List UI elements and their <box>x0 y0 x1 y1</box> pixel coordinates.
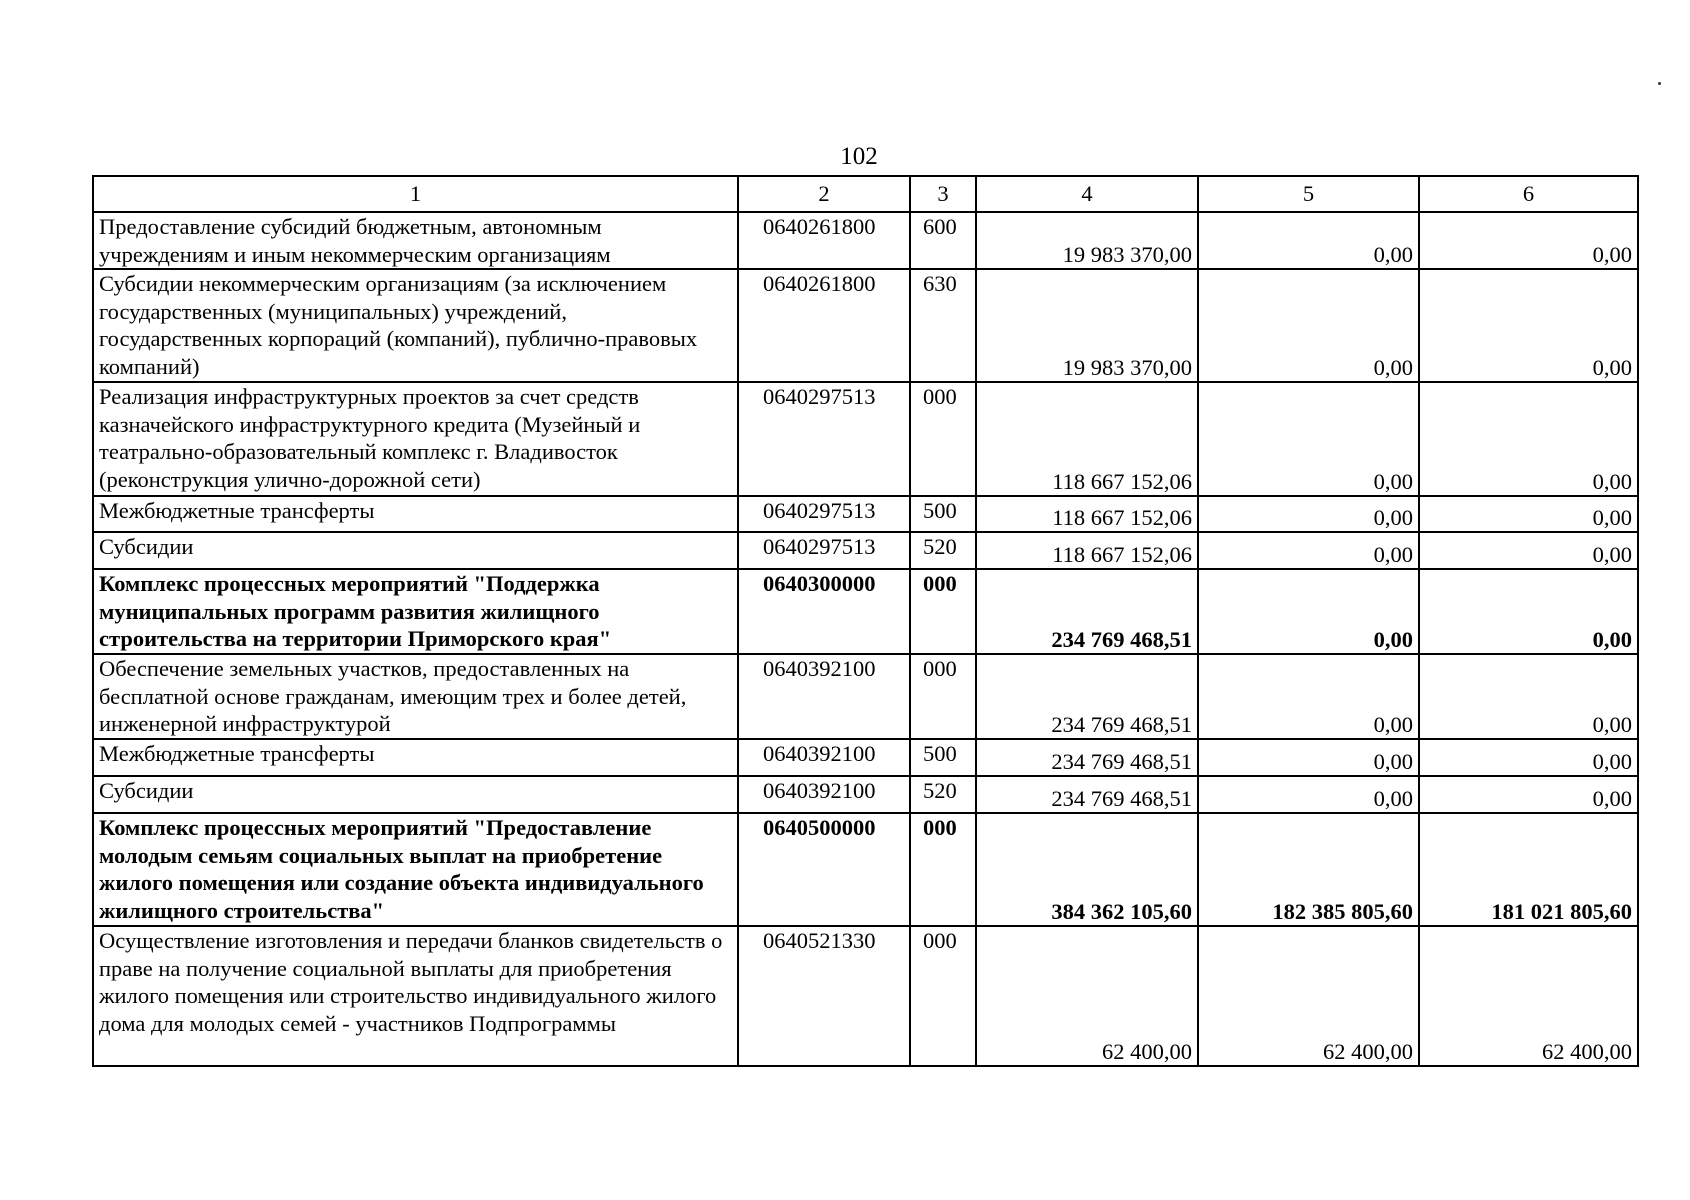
row-amount-1: 234 769 468,51 <box>976 739 1198 776</box>
table-row <box>93 654 1638 739</box>
table-row <box>93 496 1638 532</box>
row-name: Обеспечение земельных участков, предоставленных на бесплатной основе гражданам, имеющим трех и более детей, инженерной инфраструктурой <box>93 654 738 739</box>
scan-speck <box>1658 82 1661 85</box>
row-amount-1: 234 769 468,51 <box>976 776 1198 813</box>
row-code: 0640261800 <box>738 269 910 382</box>
row-amount-3: 0,00 <box>1419 382 1638 496</box>
row-kind: 000 <box>910 569 976 654</box>
row-amount-2: 0,00 <box>1198 776 1419 813</box>
row-name: Субсидии <box>93 532 738 569</box>
table-row <box>93 382 1638 496</box>
table-row <box>93 212 1638 269</box>
row-code: 0640261800 <box>738 212 910 269</box>
row-amount-1: 384 362 105,60 <box>976 813 1198 926</box>
row-kind: 600 <box>910 212 976 269</box>
row-amount-2: 182 385 805,60 <box>1198 813 1419 926</box>
row-amount-3: 181 021 805,60 <box>1419 813 1638 926</box>
table-row <box>93 739 1638 776</box>
row-amount-2: 0,00 <box>1198 739 1419 776</box>
row-code: 0640392100 <box>738 654 910 739</box>
row-name: Межбюджетные трансферты <box>93 739 738 776</box>
row-kind: 630 <box>910 269 976 382</box>
table-row <box>93 776 1638 813</box>
table-row <box>93 269 1638 382</box>
row-code: 0640300000 <box>738 569 910 654</box>
table-row-total <box>93 569 1638 654</box>
row-code: 0640521330 <box>738 926 910 1066</box>
row-name: Осуществление изготовления и передачи бланков свидетельств о праве на получение социальной выплаты для приобретения жилого помещения или строительство индивидуального жилого дома для молодых семей - участников Подпрограммы <box>93 926 738 1066</box>
row-amount-2: 0,00 <box>1198 654 1419 739</box>
row-amount-1: 234 769 468,51 <box>976 569 1198 654</box>
row-amount-3: 0,00 <box>1419 496 1638 532</box>
row-amount-3: 0,00 <box>1419 532 1638 569</box>
table-row <box>93 926 1638 1066</box>
row-amount-1: 19 983 370,00 <box>976 269 1198 382</box>
row-amount-1: 118 667 152,06 <box>976 382 1198 496</box>
row-code: 0640392100 <box>738 739 910 776</box>
row-kind: 500 <box>910 739 976 776</box>
row-amount-1: 118 667 152,06 <box>976 496 1198 532</box>
column-number-2: 2 <box>738 176 910 212</box>
column-number-4: 4 <box>976 176 1198 212</box>
row-amount-3: 0,00 <box>1419 776 1638 813</box>
row-amount-3: 0,00 <box>1419 739 1638 776</box>
row-kind: 500 <box>910 496 976 532</box>
row-amount-1: 62 400,00 <box>976 926 1198 1066</box>
row-amount-2: 0,00 <box>1198 269 1419 382</box>
row-amount-1: 234 769 468,51 <box>976 654 1198 739</box>
row-kind: 520 <box>910 532 976 569</box>
page-number: 102 <box>840 143 878 170</box>
column-number-6: 6 <box>1419 176 1638 212</box>
row-amount-3: 0,00 <box>1419 654 1638 739</box>
table-row <box>93 532 1638 569</box>
row-amount-2: 62 400,00 <box>1198 926 1419 1066</box>
row-amount-3: 0,00 <box>1419 569 1638 654</box>
row-amount-1: 19 983 370,00 <box>976 212 1198 269</box>
row-amount-2: 0,00 <box>1198 496 1419 532</box>
row-amount-2: 0,00 <box>1198 382 1419 496</box>
row-kind: 000 <box>910 813 976 926</box>
row-amount-2: 0,00 <box>1198 569 1419 654</box>
row-kind: 000 <box>910 382 976 496</box>
row-name: Межбюджетные трансферты <box>93 496 738 532</box>
row-code: 0640297513 <box>738 532 910 569</box>
table-header <box>93 176 1638 212</box>
column-number-1: 1 <box>93 176 738 212</box>
table-body <box>93 212 1638 1066</box>
row-code: 0640297513 <box>738 496 910 532</box>
row-name: Предоставление субсидий бюджетным, автономным учреждениям и иным некоммерческим организациям <box>93 212 738 269</box>
row-amount-2: 0,00 <box>1198 532 1419 569</box>
row-kind: 000 <box>910 654 976 739</box>
table-row-total <box>93 813 1638 926</box>
column-number-5: 5 <box>1198 176 1419 212</box>
row-amount-3: 0,00 <box>1419 212 1638 269</box>
row-name: Субсидии <box>93 776 738 813</box>
budget-table <box>92 175 1639 1067</box>
row-kind: 000 <box>910 926 976 1066</box>
column-number-row <box>93 176 1638 212</box>
row-name: Субсидии некоммерческим организациям (за исключением государственных (муниципальных) учреждений, государственных корпораций (компаний), публично-правовых компаний) <box>93 269 738 382</box>
row-code: 0640297513 <box>738 382 910 496</box>
row-kind: 520 <box>910 776 976 813</box>
row-name: Комплекс процессных мероприятий "Предоставление молодым семьям социальных выплат на приобретение жилого помещения или создание объекта индивидуального жилищного строительства" <box>93 813 738 926</box>
row-name: Комплекс процессных мероприятий "Поддержка муниципальных программ развития жилищного строительства на территории Приморского края" <box>93 569 738 654</box>
row-amount-3: 62 400,00 <box>1419 926 1638 1066</box>
row-amount-3: 0,00 <box>1419 269 1638 382</box>
row-code: 0640392100 <box>738 776 910 813</box>
column-number-3: 3 <box>910 176 976 212</box>
row-amount-2: 0,00 <box>1198 212 1419 269</box>
row-name: Реализация инфраструктурных проектов за счет средств казначейского инфраструктурного кредита (Музейный и театрально-образовательный комплекс г. Владивосток (реконструкция улично-дорожной сети) <box>93 382 738 496</box>
row-amount-1: 118 667 152,06 <box>976 532 1198 569</box>
row-code: 0640500000 <box>738 813 910 926</box>
